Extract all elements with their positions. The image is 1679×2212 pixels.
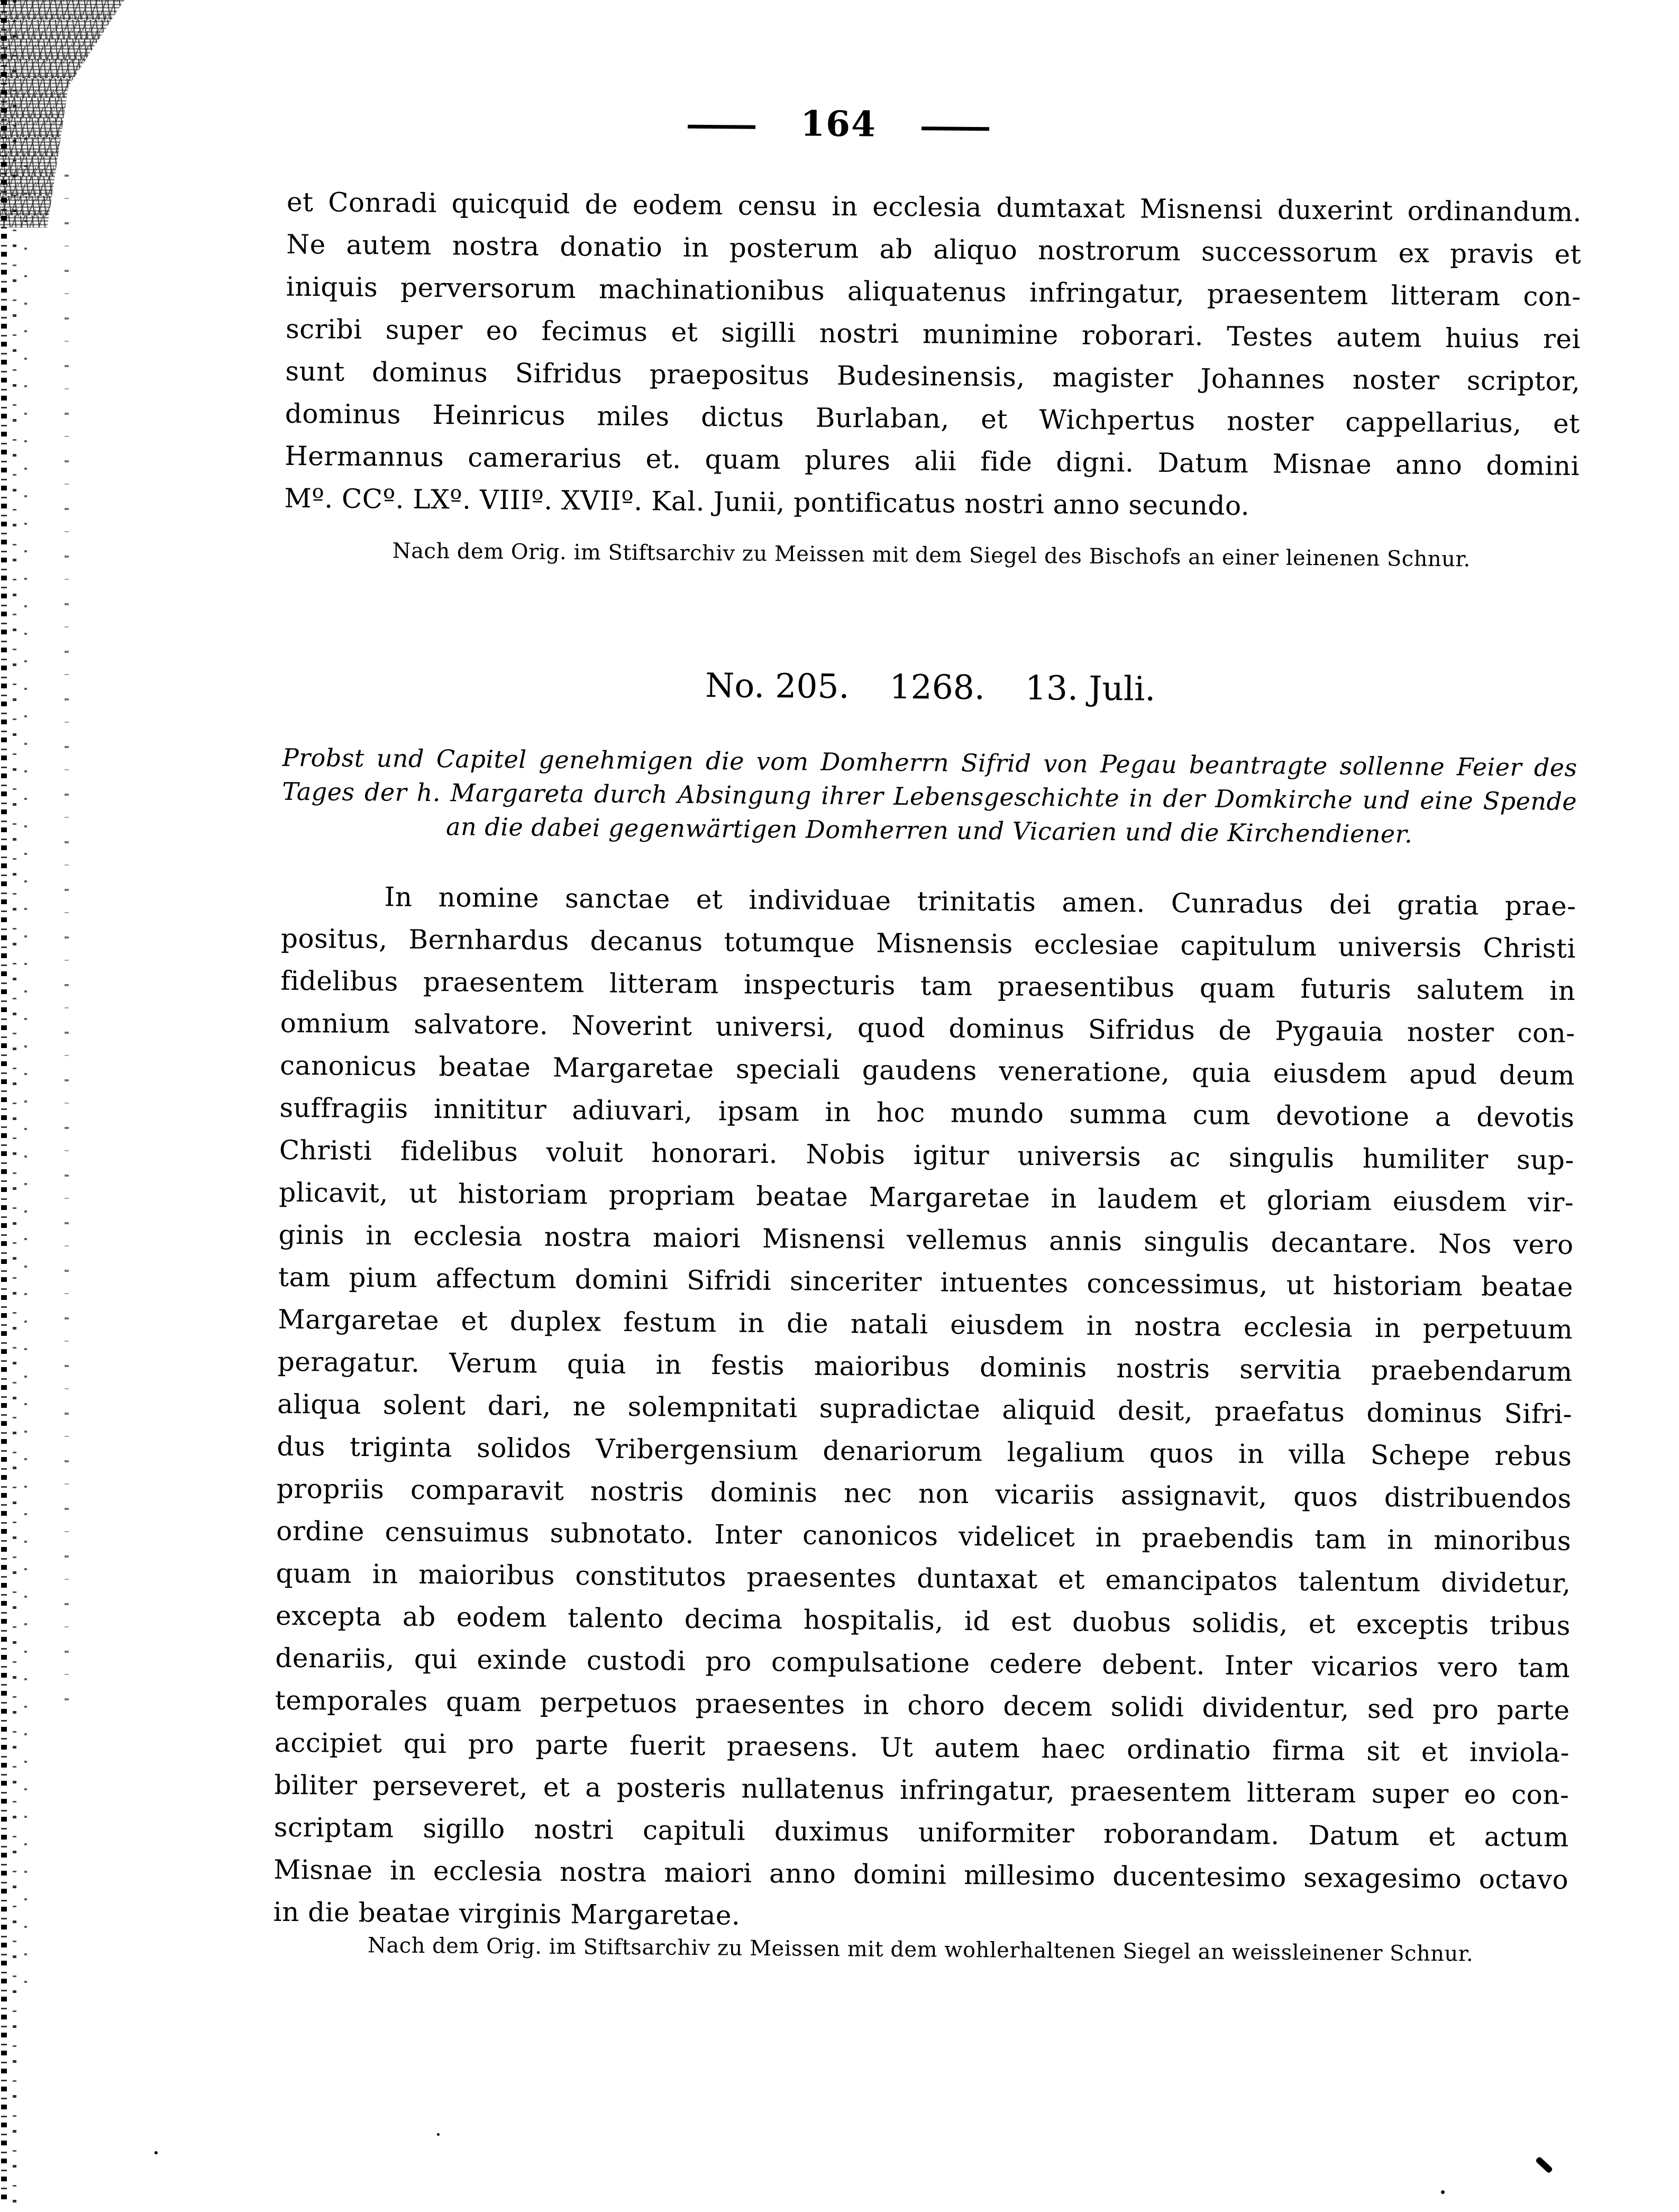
text-line: aliqua solent dari, ne solempnitati supradictae aliquid desit, praefatus dominus Sifri- — [277, 1388, 1573, 1430]
charter-205-source-note: Nach dem Orig. im Stiftsarchiv zu Meissen mit dem wohlerhaltenen Siegel an weissleinener Schnur. — [367, 1933, 1474, 1967]
text-line: Christi fidelibus voluit honorari. Nobis igitur universis ac singulis humiliter sup- — [279, 1134, 1575, 1176]
charter-205-heading — [283, 661, 1578, 714]
text-line: sunt dominus Sifridus praepositus Budesinensis, magister Johannes noster scriptor, — [285, 356, 1581, 397]
header-rule-right — [921, 126, 989, 131]
text-line: temporales quam perpetuos praesentes in choro decem solidi dividentur, sed pro parte — [275, 1685, 1570, 1726]
page-header — [0, 97, 1678, 151]
text-line: canonicus beatae Margaretae speciali gaudens veneratione, quia eiusdem apud deum — [279, 1050, 1575, 1091]
text-line: et Conradi quicquid de eodem censu in ecclesia dumtaxat Misnensi duxerint ordinandum. — [286, 186, 1582, 228]
text-line: quam in maioribus constitutos praesentes duntaxat et emancipatos talentum dividetur, — [276, 1558, 1571, 1599]
text-line: Margaretae et duplex festum in die natali eiusdem in nostra ecclesia in perpetuum — [278, 1304, 1573, 1345]
page-number: 164 — [800, 103, 877, 145]
regest-line: an die dabei gegenwärtigen Domherren und Vicarien und die Kirchendiener. — [445, 812, 1413, 849]
text-line: scriptam sigillo nostri capituli duximus uniformiter roborandam. Datum et actum — [273, 1812, 1569, 1853]
regest-line: Tages der h. Margareta durch Absingung ihrer Lebensgeschichte in der Domkirche und eine Spende — [282, 777, 1577, 816]
text-line: in die beatae virginis Margaretae. — [273, 1896, 741, 1931]
text-line: ordine censuimus subnotato. Inter canonicos videlicet in praebendis tam in minoribus — [276, 1515, 1572, 1556]
text-line: Ne autem nostra donatio in posterum ab aliquo nostrorum successorum ex pravis et — [286, 229, 1582, 270]
charter-204-body — [284, 181, 1582, 530]
text-line: omnium salvatore. Noverint universi, quod dominus Sifridus de Pygauia noster con- — [280, 1007, 1575, 1049]
text-line: Hermannus camerarius et. quam plures alii fide digni. Datum Misnae anno domini — [284, 440, 1580, 482]
text-line: accipiet qui pro parte fuerit praesens. Ut autem haec ordinatio firma sit et inviola- — [274, 1727, 1570, 1768]
text-line: ginis in ecclesia nostra maiori Misnensi vellemus annis singulis decantare. Nos vero — [278, 1219, 1574, 1260]
text-line: excepta ab eodem talento decima hospitalis, id est duobus solidis, et exceptis tribus — [275, 1600, 1571, 1641]
text-line: fidelibus praesentem litteram inspecturis tam praesentibus quam futuris salutem in — [280, 965, 1576, 1006]
text-line: iniquis perversorum machinationibus aliquatenus infringatur, praesentem litteram con- — [286, 271, 1581, 313]
text-line: propriis comparavit nostris dominis nec non vicariis assignavit, quos distribuendos — [276, 1473, 1572, 1514]
text-line: In nomine sanctae et individuae trinitatis amen. Cunradus dei gratia prae- — [384, 881, 1576, 922]
text-line: peragatur. Verum quia in festis maioribus dominis nostris servitia praebendarum — [277, 1346, 1573, 1387]
text-line: biliter perseveret, et a posteris nullatenus infringatur, praesentem litteram super eo con- — [274, 1769, 1570, 1810]
charter-number: No. 205. — [705, 666, 850, 706]
charter-205-regest — [281, 741, 1577, 852]
text-line: suffragiis innititur adiuvari, ipsam in hoc mundo summa cum devotione a devotis — [279, 1092, 1575, 1133]
text-line: positus, Bernhardus decanus totumque Misnensis ecclesiae capitulum universis Christi — [280, 923, 1576, 964]
text-line: plicavit, ut historiam propriam beatae Margaretae in laudem et gloriam eiusdem vir- — [279, 1177, 1574, 1218]
charter-day: 13. Juli. — [1025, 668, 1156, 708]
text-line: Mº. CCº. LXº. VIIIº. XVIIº. Kal. Junii, pontificatus nostri anno secundo. — [284, 483, 1250, 522]
charter-204-source-note: Nach dem Orig. im Stiftsarchiv zu Meissen mit dem Siegel des Bischofs an einer leinenen Schnur. — [392, 539, 1471, 572]
text-line: denariis, qui exinde custodi pro compulsatione cedere debent. Inter vicarios vero tam — [275, 1642, 1571, 1683]
text-line: Misnae in ecclesia nostra maiori anno domini millesimo ducentesimo sexagesimo octavo — [273, 1854, 1569, 1895]
text-line: scribi super eo fecimus et sigilli nostri munimine roborari. Testes autem huius rei — [285, 313, 1581, 355]
charter-year: 1268. — [889, 667, 986, 707]
text-line: tam pium affectum domini Sifridi sinceriter intuentes concessimus, ut historiam beatae — [278, 1261, 1574, 1303]
text-line: dominus Heinricus miles dictus Burlaban, et Wichpertus noster cappellarius, et — [285, 398, 1580, 440]
charter-205-body — [273, 875, 1576, 1943]
regest-line: Probst und Capitel genehmigen die vom Domherrn Sifrid von Pegau beantragte sollenne Feier des — [282, 743, 1577, 782]
header-rule-left — [688, 124, 755, 129]
text-line: dus triginta solidos Vribergensium denariorum legalium quos in villa Schepe rebus — [277, 1431, 1572, 1472]
